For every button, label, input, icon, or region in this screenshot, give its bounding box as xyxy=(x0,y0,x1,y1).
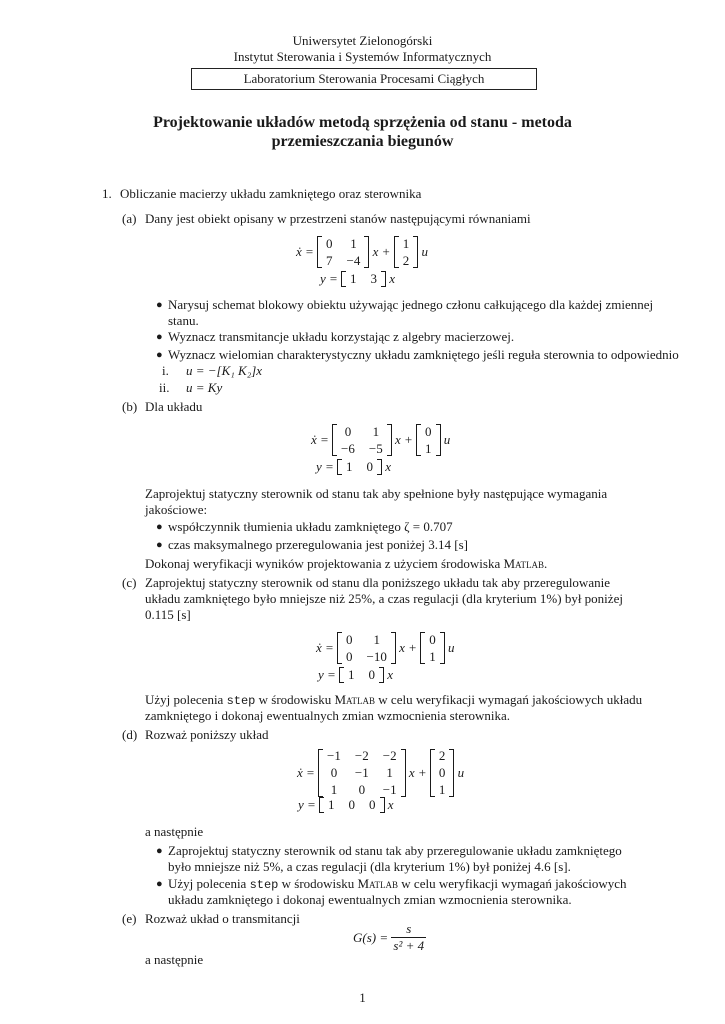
item-b-verify xyxy=(145,556,547,572)
matrix-cell: 0 xyxy=(346,648,353,664)
bracket-right xyxy=(379,667,384,683)
matrix-cell: −2 xyxy=(354,748,369,763)
item-a-bullet1-line2: stanu. xyxy=(168,313,199,328)
matrix-cell: −6 xyxy=(341,440,355,456)
bracket-right xyxy=(364,236,369,268)
item-b-text-line1: Zaprojektuj statyczny sterownik od stanu tak aby spełnione były następujące wymagania xyxy=(145,486,608,501)
item-e-intro: Rozważ układ o transmitancji xyxy=(145,911,300,926)
matrix-cell: −5 xyxy=(368,440,383,456)
item-c-text-line2: układu zamkniętego było mniejsze niż 25%, a czas regulacji (dla kryterium 1%) był poniżej xyxy=(145,591,623,606)
bullet-icon: ● xyxy=(156,349,163,361)
sub-ii-formula: u = Ky xyxy=(186,380,223,395)
matrix-cell: −1 xyxy=(382,782,397,797)
bracket-right xyxy=(449,749,454,797)
bracket-right xyxy=(377,459,382,475)
matrix-cell: 0 xyxy=(358,782,366,797)
matrix-cell: 0 xyxy=(330,765,338,780)
matlab-name: Matlab xyxy=(357,876,399,891)
item-e-label: (e) xyxy=(122,911,137,926)
matrix-cell: 0 xyxy=(348,797,356,812)
matrix-cell: −1 xyxy=(354,765,369,780)
x-var: x xyxy=(389,271,396,286)
matrix-cell: 0 xyxy=(429,631,436,647)
matrix-cell: 2 xyxy=(438,748,446,763)
page-number: 1 xyxy=(359,990,366,1005)
matrix-c-B xyxy=(425,632,440,665)
section-heading: Obliczanie macierzy układu zamkniętego oraz sterownika xyxy=(120,186,422,201)
equation-b-state xyxy=(311,424,450,456)
item-d-bullet2-line1 xyxy=(168,876,627,892)
u-var: u xyxy=(421,244,428,259)
item-a-bullet2: Wyznacz transmitancje układu korzystając z algebry macierzowej. xyxy=(168,329,515,344)
matrix-b-B xyxy=(421,424,436,457)
item-b-intro: Dla układu xyxy=(145,399,203,414)
step-command: step xyxy=(249,878,279,892)
item-d-next: a następnie xyxy=(145,824,204,839)
bracket-right xyxy=(391,632,396,664)
matrix-cell: −2 xyxy=(382,748,397,763)
bullet-icon: ● xyxy=(156,331,163,343)
equation-b-output xyxy=(316,459,391,475)
xdot-lhs: ẋ = xyxy=(297,765,315,780)
item-d-bullet1-line1: Zaprojektuj statyczny sterownik od stanu tak aby przeregulowanie układu zamkniętego xyxy=(168,843,622,858)
bullet-icon: ● xyxy=(156,521,163,533)
matrix-cell: 1 xyxy=(348,667,355,682)
y-lhs: y = xyxy=(316,459,334,474)
use-text: w celu weryfikacji wymagań jakościowych układu xyxy=(375,692,643,707)
matrix-cell: 1 xyxy=(438,782,446,797)
matrix-cell: 0 xyxy=(326,235,333,251)
equation-a-output xyxy=(320,271,395,287)
document-title-line2: przemieszczania biegunów xyxy=(271,133,454,150)
item-a-bullet1-line1: Narysuj schemat blokowy obiektu używając jednego członu całkującego dla każdej zmiennej xyxy=(168,297,654,312)
item-d-intro: Rozważ poniższy układ xyxy=(145,727,269,742)
y-lhs: y = xyxy=(318,667,336,682)
lab-name: Laboratorium Sterowania Procesami Ciągłych xyxy=(243,71,485,86)
matrix-cell: 1 xyxy=(328,797,335,812)
bracket-right xyxy=(401,749,406,797)
u-var: u xyxy=(443,432,451,447)
bracket-right xyxy=(380,797,385,813)
equation-c-output xyxy=(318,667,393,683)
x-plus: x + xyxy=(408,765,427,780)
item-d-bullet1-line2: było mniejsze niż 5%, a czas regulacji (dla kryterium 1%) był poniżej 4.6 [s]. xyxy=(168,859,571,874)
matrix-c-A xyxy=(342,632,391,665)
institute-name: Instytut Sterowania i Systemów Informatycznych xyxy=(233,49,492,64)
matrix-cell: 1 xyxy=(386,765,393,780)
item-b-bullet1: współczynnik tłumienia układu zamkniętego ζ = 0.707 xyxy=(168,519,453,534)
item-c-text-line1: Zaprojektuj statyczny sterownik od stanu dla poniższego układu tak aby przeregulowanie xyxy=(145,575,610,590)
matrix-cell: 0 xyxy=(366,459,374,474)
step-command: step xyxy=(226,694,256,708)
matrix-cell: 1 xyxy=(373,631,380,647)
item-a-label: (a) xyxy=(122,211,137,226)
lab-name-box xyxy=(191,68,537,90)
matrix-d-A xyxy=(323,748,401,798)
verify-text: Dokonaj weryfikacji wyników projektowania z użyciem środowiska xyxy=(145,556,504,571)
xdot-lhs: ẋ = xyxy=(296,244,314,259)
matrix-d-B xyxy=(435,748,450,798)
y-lhs: y = xyxy=(298,797,316,812)
bracket-right xyxy=(413,236,418,268)
matrix-cell: 0 xyxy=(425,423,432,439)
matrix-cell: 1 xyxy=(346,459,353,474)
item-a-bullet3: Wyznacz wielomian charakterystyczny układu zamkniętego jeśli reguła sterownia to odpowiednio xyxy=(168,347,679,362)
sub-i-formula: u = −[K₁ K₂]x xyxy=(186,363,263,378)
u-var: u xyxy=(457,765,465,780)
matrix-cell: 1 xyxy=(425,440,432,456)
x-var: x xyxy=(385,459,392,474)
bracket-right xyxy=(387,424,392,456)
item-e-next: a następnie xyxy=(145,952,204,967)
matlab-name: Matlab xyxy=(334,692,376,707)
matrix-cell: 0 xyxy=(369,797,376,812)
bullet-icon: ● xyxy=(156,878,163,890)
equation-d-state xyxy=(297,749,464,797)
matrix-c-C xyxy=(344,667,379,683)
matrix-cell: 0 xyxy=(438,765,446,780)
bracket-right xyxy=(436,424,441,456)
matrix-a-B xyxy=(399,236,414,269)
item-a-intro: Dany jest obiekt opisany w przestrzeni stanów następującymi równaniami xyxy=(145,211,531,226)
item-b-text-line2: jakościowe: xyxy=(145,502,208,517)
item-d-bullet2-line2: układu zamkniętego i dokonaj ewentualnych zmian wzmocnienia sterownika. xyxy=(168,892,572,907)
item-c-text-line3: 0.115 [s] xyxy=(145,607,191,622)
bullet-icon: ● xyxy=(156,845,163,857)
matrix-a-C xyxy=(346,271,381,287)
matrix-a-A xyxy=(322,236,364,269)
numerator: s xyxy=(406,921,412,936)
equation-c-state xyxy=(316,632,454,664)
item-b-label: (b) xyxy=(122,399,138,414)
item-c-label: (c) xyxy=(122,575,137,590)
matrix-cell: 0 xyxy=(346,631,353,647)
use-text: w środowisku xyxy=(255,692,335,707)
university-name: Uniwersytet Zielonogórski xyxy=(292,33,433,48)
bullet-icon: ● xyxy=(156,299,163,311)
matrix-cell: 1 xyxy=(350,271,357,286)
matrix-cell: 2 xyxy=(402,252,410,268)
matlab-name: Matlab xyxy=(503,556,545,571)
x-var: x xyxy=(387,797,394,812)
matrix-cell: 1 xyxy=(372,423,380,439)
matrix-b-C xyxy=(342,459,377,475)
x-plus: x + xyxy=(394,432,413,447)
use-text: w celu weryfikacji wymagań jakościowych xyxy=(398,876,627,891)
x-var: x xyxy=(387,667,394,682)
item-c-use-line1 xyxy=(145,692,642,708)
y-lhs: y = xyxy=(320,271,338,286)
transfer-function xyxy=(353,921,426,954)
matrix-cell: 1 xyxy=(402,235,410,251)
item-c-use-line2: zamkniętego i dokonaj ewentualnych zmian wzmocnienia sterownika. xyxy=(145,708,510,723)
matrix-d-C xyxy=(324,797,380,813)
fraction xyxy=(391,921,426,954)
matrix-cell: 1 xyxy=(330,782,338,797)
matrix-cell: −10 xyxy=(366,648,387,664)
matrix-cell: −4 xyxy=(346,252,361,268)
matrix-cell: 7 xyxy=(326,252,333,268)
denominator: s² + 4 xyxy=(393,938,425,953)
document-title-line1: Projektowanie układów metodą sprzężenia od stanu - metoda xyxy=(153,114,572,131)
matrix-cell: 0 xyxy=(344,423,352,439)
equation-a-state xyxy=(296,236,428,268)
matrix-cell: −1 xyxy=(327,748,341,763)
sub-i-label: i. xyxy=(162,363,169,378)
bracket-right xyxy=(440,632,445,664)
matrix-cell: 1 xyxy=(429,648,436,664)
matrix-cell: 1 xyxy=(350,235,357,251)
g-lhs: G(s) = xyxy=(353,929,389,945)
u-var: u xyxy=(447,640,455,655)
matrix-cell: 3 xyxy=(370,271,378,286)
use-text: w środowisku xyxy=(278,876,358,891)
item-d-label: (d) xyxy=(122,727,138,742)
use-text: Użyj polecenia xyxy=(168,876,250,891)
bullet-icon: ● xyxy=(156,539,163,551)
equation-d-output xyxy=(298,797,394,813)
bracket-right xyxy=(381,271,386,287)
sub-ii-label: ii. xyxy=(159,380,170,395)
section-number: 1. xyxy=(102,186,112,201)
use-text: Użyj polecenia xyxy=(145,692,227,707)
xdot-lhs: ẋ = xyxy=(316,640,334,655)
item-b-bullet2: czas maksymalnego przeregulowania jest poniżej 3.14 [s] xyxy=(168,537,468,552)
verify-end: . xyxy=(544,556,548,571)
matrix-cell: 0 xyxy=(368,667,376,682)
matrix-b-A xyxy=(337,424,387,457)
xdot-lhs: ẋ = xyxy=(311,432,329,447)
x-plus: x + xyxy=(372,244,391,259)
x-plus: x + xyxy=(399,640,417,655)
